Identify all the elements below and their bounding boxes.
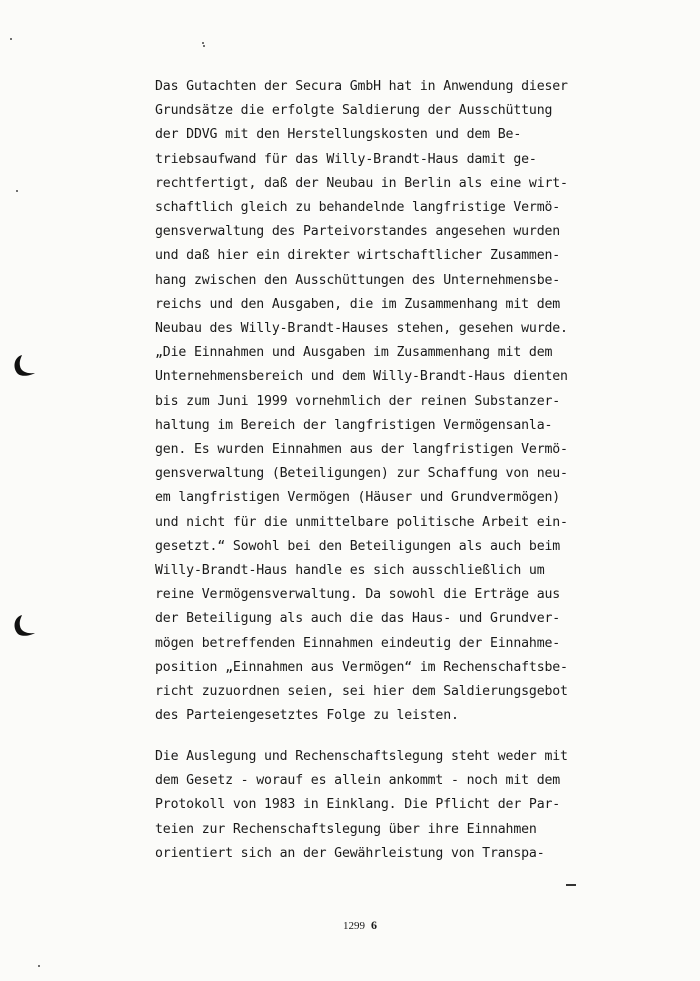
text-line: Protokoll von 1983 in Einklang. Die Pflicht der Par- bbox=[155, 797, 561, 813]
text-line: des Parteiengesetztes Folge zu leisten. bbox=[155, 708, 459, 724]
text-line: Neubau des Willy-Brandt-Hauses stehen, gesehen wurde. bbox=[155, 321, 568, 337]
speck-mark bbox=[38, 965, 40, 967]
speck-mark bbox=[16, 190, 18, 192]
text-line: Willy-Brandt-Haus handle es sich ausschließlich um bbox=[155, 563, 545, 579]
text-line: schaftlich gleich zu behandelnde langfristige Vermö- bbox=[155, 200, 561, 216]
text-line: „Die Einnahmen und Ausgaben im Zusammenhang mit dem bbox=[155, 345, 553, 361]
text-line: teien zur Rechenschaftslegung über ihre Einnahmen bbox=[155, 821, 537, 837]
text-line: der Beteiligung als auch die das Haus- und Grundver- bbox=[155, 611, 561, 627]
text-line: position „Einnahmen aus Vermögen“ im Rechenschaftsbe- bbox=[155, 659, 568, 675]
text-line: gen. Es wurden Einnahmen aus der langfristigen Vermö- bbox=[155, 442, 568, 458]
speck-mark bbox=[202, 42, 204, 44]
text-line: Die Auslegung und Rechenschaftslegung steht weder mit bbox=[155, 749, 568, 764]
text-line: bis zum Juni 1999 vornehmlich der reinen Substanzer- bbox=[155, 393, 561, 409]
text-line: haltung im Bereich der langfristigen Vermögensanla- bbox=[155, 417, 553, 433]
text-line: orientiert sich an der Gewährleistung von Transpa- bbox=[155, 845, 545, 861]
speck-mark bbox=[10, 38, 12, 40]
text-line: reichs und den Ausgaben, die im Zusammenhang mit dem bbox=[155, 296, 561, 312]
text-line: und nicht für die unmittelbare politische Arbeit ein- bbox=[155, 514, 568, 530]
text-line: triebsaufwand für das Willy-Brandt-Haus damit ge- bbox=[155, 151, 537, 167]
margin-dash bbox=[566, 884, 576, 886]
body-paragraph bbox=[155, 745, 568, 866]
text-line: rechtfertigt, daß der Neubau in Berlin als eine wirt- bbox=[155, 175, 568, 191]
text-line: richt zuzuordnen seien, sei hier dem Saldierungsgebot bbox=[155, 684, 568, 700]
text-line: Das Gutachten der Secura GmbH hat in Anwendung dieser bbox=[155, 79, 568, 94]
text-line: hang zwischen den Ausschüttungen des Unternehmensbe- bbox=[155, 272, 561, 288]
text-line: gensverwaltung (Beteiligungen) zur Schaffung von neu- bbox=[155, 466, 568, 482]
speck-mark bbox=[203, 45, 205, 47]
page-number bbox=[343, 918, 377, 933]
text-line: Grundsätze die erfolgte Saldierung der Ausschüttung bbox=[155, 103, 553, 119]
text-line: reine Vermögensverwaltung. Da sowohl die Erträge aus bbox=[155, 587, 561, 603]
punch-hole-mark-lower bbox=[8, 612, 36, 640]
page-number-main: 1299 bbox=[343, 920, 365, 932]
text-line: und daß hier ein direkter wirtschaftlicher Zusammen- bbox=[155, 248, 561, 264]
text-line: Unternehmensbereich und dem Willy-Brandt-Haus dienten bbox=[155, 369, 568, 385]
page-number-sub: 6 bbox=[371, 918, 377, 932]
text-line: gesetzt.“ Sowohl bei den Beteiligungen als auch beim bbox=[155, 538, 561, 554]
text-line: em langfristigen Vermögen (Häuser und Grundvermögen) bbox=[155, 490, 561, 506]
text-line: gensverwaltung des Parteivorstandes angesehen wurden bbox=[155, 224, 561, 240]
text-line: dem Gesetz - worauf es allein ankommt - noch mit dem bbox=[155, 773, 561, 789]
punch-hole-mark-upper bbox=[8, 352, 36, 380]
text-line: der DDVG mit den Herstellungskosten und dem Be- bbox=[155, 127, 522, 143]
text-line: mögen betreffenden Einnahmen eindeutig der Einnahme- bbox=[155, 635, 561, 651]
body-paragraph bbox=[155, 75, 568, 728]
